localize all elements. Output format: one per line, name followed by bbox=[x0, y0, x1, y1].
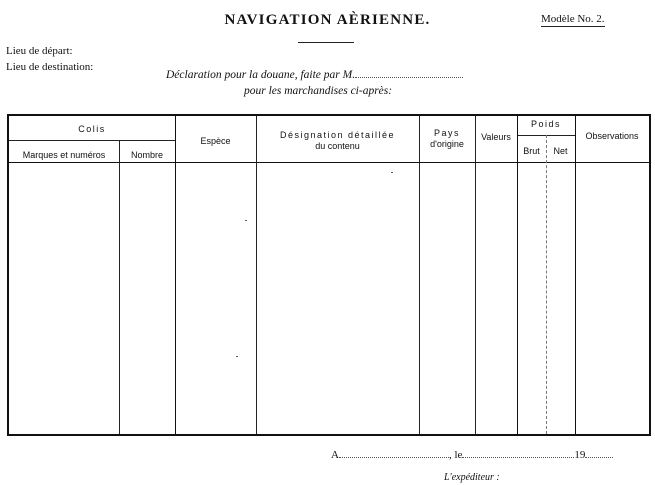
header-observations: Observations bbox=[585, 131, 639, 141]
col-divider-pays bbox=[419, 116, 420, 434]
header-espece: Espèce bbox=[200, 136, 231, 146]
header-designation bbox=[256, 130, 419, 152]
header-nombre: Nombre bbox=[130, 150, 163, 160]
declarant-name-blank[interactable] bbox=[355, 68, 463, 78]
colis-subheader-divider bbox=[9, 140, 175, 141]
col-divider-poids bbox=[517, 116, 518, 434]
date-blank[interactable] bbox=[462, 448, 574, 458]
date-label: , le bbox=[448, 449, 463, 461]
header-net: Net bbox=[553, 146, 568, 156]
print-speck bbox=[236, 356, 238, 357]
col-divider-valeurs bbox=[475, 116, 476, 434]
declaration-line-1-text: Déclaration pour la douane, faite par M. bbox=[166, 69, 356, 81]
header-brut: Brut bbox=[523, 146, 540, 156]
col-divider-observations bbox=[575, 116, 576, 434]
header-pays bbox=[419, 128, 475, 150]
header-pays-line-2: d'origine bbox=[430, 139, 464, 149]
title-underline bbox=[298, 42, 354, 43]
header-marques: Marques et numéros bbox=[22, 150, 106, 160]
place-blank[interactable] bbox=[339, 448, 449, 458]
place-date-line bbox=[331, 448, 613, 461]
departure-label: Lieu de départ: bbox=[6, 45, 73, 57]
table-header-divider bbox=[9, 162, 649, 163]
header-colis: Colis bbox=[78, 124, 106, 134]
declaration-line-1 bbox=[166, 68, 463, 81]
sender-label: L'expéditeur : bbox=[444, 472, 500, 483]
col-divider-designation bbox=[256, 116, 257, 434]
place-label: A bbox=[331, 449, 339, 461]
destination-label: Lieu de destination: bbox=[6, 61, 94, 73]
header-poids: Poids bbox=[530, 119, 561, 129]
print-speck bbox=[391, 172, 393, 173]
header-designation-line-1: Désignation détaillée bbox=[279, 130, 396, 140]
goods-table bbox=[7, 114, 651, 436]
header-designation-line-2: du contenu bbox=[315, 141, 360, 151]
model-number: Modèle No. 2. bbox=[541, 13, 605, 25]
year-blank[interactable] bbox=[585, 448, 613, 458]
year-label: 19 bbox=[574, 449, 586, 461]
col-divider-brut-net bbox=[546, 135, 547, 434]
col-divider-espece bbox=[175, 116, 176, 434]
document-title: NAVIGATION AÈRIENNE. bbox=[224, 12, 431, 28]
header-pays-line-1: Pays bbox=[433, 128, 460, 138]
declaration-line-2: pour les marchandises ci-après: bbox=[244, 85, 393, 97]
col-divider-nombre bbox=[119, 140, 120, 434]
header-valeurs: Valeurs bbox=[481, 132, 511, 142]
print-speck bbox=[245, 220, 247, 221]
